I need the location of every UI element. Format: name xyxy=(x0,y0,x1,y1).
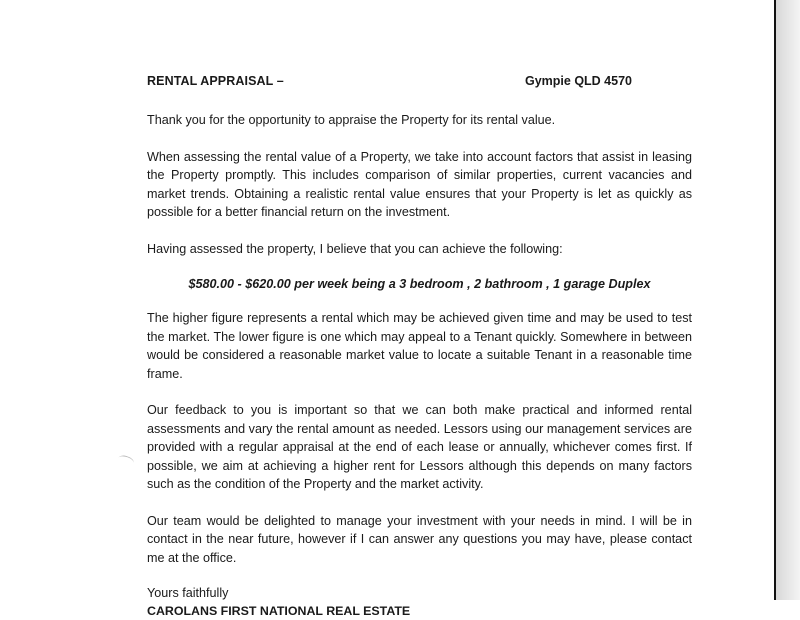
company-name: CAROLANS FIRST NATIONAL REAL ESTATE xyxy=(147,604,411,618)
scan-shadow xyxy=(776,0,800,600)
scan-mark xyxy=(117,454,135,468)
signoff: Yours faithfully xyxy=(147,586,229,600)
assessment-paragraph: When assessing the rental value of a Property, we take into account factors that assist in leasing the Property promptly. This includes comparison of similar properties, current vacancies and market trends. Obtaining a realistic rental value ensures that your Property is let as quickly as possible for a better financial return on the investment. xyxy=(147,149,692,219)
intro-paragraph: Thank you for the opportunity to appraise the Property for its rental value. xyxy=(147,113,556,127)
rent-estimate: $580.00 - $620.00 per week being a 3 bedroom , 2 bathroom , 1 garage Duplex xyxy=(188,277,651,291)
closing-paragraph: Our team would be delighted to manage your investment with your needs in mind. I will be in contact in the near future, however if I can answer any questions you may have, please contact me at the office. xyxy=(147,513,692,565)
feedback-paragraph: Our feedback to you is important so that we can both make practical and informed rental assessments and vary the rental amount as needed. Lessors using our management services are provided with a regular appraisal at the end of each lease or annually, whichever comes first. If possible, we aim at achieving a higher rent for Lessors although this depends on many factors such as the condition of the Property and the market activity. xyxy=(147,403,692,491)
letter-header xyxy=(147,74,692,94)
property-location: Gympie QLD 4570 xyxy=(525,74,632,88)
letter-body xyxy=(147,74,692,620)
achievable-rent-intro: Having assessed the property, I believe that you can achieve the following: xyxy=(147,241,563,256)
scan-page-edge xyxy=(774,0,776,600)
document-title: RENTAL APPRAISAL – xyxy=(147,74,284,88)
rent-range-explanation: The higher figure represents a rental which may be achieved given time and may be used to test the market. The lower figure is one which may appeal to a Tenant quickly. Somewhere in between would be considered a reasonable market value to locate a suitable Tenant in a reasonable time frame. xyxy=(147,311,692,381)
